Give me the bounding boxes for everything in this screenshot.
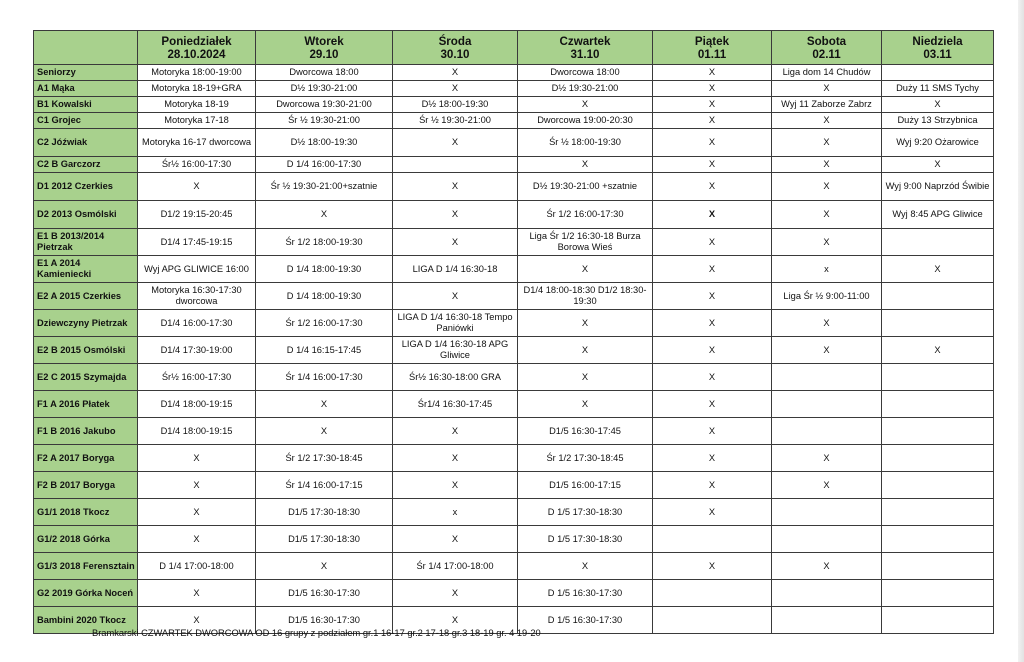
team-name-cell: Bambini 2020 Tkocz [34,607,138,634]
schedule-cell: X [138,580,256,607]
table-row [34,310,994,337]
schedule-cell: X [393,607,518,634]
schedule-cell: X [256,553,393,580]
page-edge [1018,0,1024,662]
schedule-cell: Dworcowa 19:00-20:30 [518,113,653,129]
schedule-cell: D1/4 17:45-19:15 [138,229,256,256]
schedule-cell: Wyj APG GLIWICE 16:00 [138,256,256,283]
team-name-cell: F2 A 2017 Boryga [34,445,138,472]
table-row [34,201,994,229]
schedule-cell: X [653,445,772,472]
schedule-cell [653,580,772,607]
schedule-cell: X [138,607,256,634]
schedule-cell [882,499,994,526]
schedule-cell: Śr ½ 18:00-19:30 [518,129,653,157]
schedule-cell: X [772,472,882,499]
team-name-cell: A1 Mąka [34,81,138,97]
schedule-cell: X [653,337,772,364]
table-row [34,391,994,418]
schedule-cell [772,499,882,526]
schedule-cell: X [882,97,994,113]
schedule-cell: X [772,129,882,157]
schedule-cell [882,607,994,634]
schedule-cell: X [653,418,772,445]
schedule-cell: D 1/5 17:30-18:30 [518,526,653,553]
schedule-cell: X [653,173,772,201]
schedule-cell [882,580,994,607]
schedule-cell: X [393,229,518,256]
schedule-cell [653,607,772,634]
schedule-cell: Śr 1/4 16:00-17:15 [256,472,393,499]
schedule-cell: X [653,283,772,310]
schedule-cell: D½ 19:30-21:00 [256,81,393,97]
schedule-cell: X [772,337,882,364]
schedule-cell: Śr 1/2 16:00-17:30 [256,310,393,337]
schedule-cell: D1/4 18:00-19:15 [138,418,256,445]
team-name-cell: C1 Grojec [34,113,138,129]
schedule-cell: Dworcowa 18:00 [518,65,653,81]
schedule-cell: X [653,129,772,157]
table-row [34,81,994,97]
schedule-cell: Śr1/4 16:30-17:45 [393,391,518,418]
schedule-cell: Śr½ 16:00-17:30 [138,157,256,173]
schedule-cell: D1/4 18:00-18:30 D1/2 18:30-19:30 [518,283,653,310]
schedule-cell: X [653,65,772,81]
schedule-cell: Duży 11 SMS Tychy [882,81,994,97]
schedule-cell: D½ 19:30-21:00 +szatnie [518,173,653,201]
schedule-cell [882,283,994,310]
footer-note: Bramkarski CZWARTEK DWORCOWA OD 16 grupy z podziałem gr.1 16-17 gr.2 17-18 gr.3 18-19 gr. 4 19-20 [92,628,541,638]
schedule-cell: X [518,157,653,173]
team-name-cell: Dziewczyny Pietrzak [34,310,138,337]
schedule-cell [393,157,518,173]
schedule-cell: D1/5 16:30-17:30 [256,580,393,607]
table-row [34,113,994,129]
header-day: Czwartek 31.10 [518,31,653,65]
schedule-cell: X [653,113,772,129]
schedule-cell: X [653,201,772,229]
schedule-cell: D½ 19:30-21:00 [518,81,653,97]
schedule-cell: X [772,229,882,256]
schedule-cell [772,580,882,607]
schedule-cell: X [772,157,882,173]
schedule-cell: X [772,445,882,472]
schedule-cell: Wyj 9:00 Naprzód Świbie [882,173,994,201]
schedule-cell: D 1/4 18:00-19:30 [256,283,393,310]
table-row [34,580,994,607]
schedule-cell: Duży 13 Strzybnica [882,113,994,129]
schedule-cell: D 1/4 18:00-19:30 [256,256,393,283]
schedule-cell [882,418,994,445]
schedule-body [34,65,994,634]
schedule-cell: Wyj 11 Zaborze Zabrz [772,97,882,113]
schedule-cell: D1/4 17:30-19:00 [138,337,256,364]
schedule-cell: Liga Śr ½ 9:00-11:00 [772,283,882,310]
header-day: Sobota 02.11 [772,31,882,65]
schedule-cell: D1/5 16:30-17:45 [518,418,653,445]
schedule-cell [882,472,994,499]
schedule-cell: D1/4 16:00-17:30 [138,310,256,337]
schedule-cell: x [772,256,882,283]
schedule-cell: Wyj 8:45 APG Gliwice [882,201,994,229]
schedule-cell: X [772,113,882,129]
schedule-cell [772,607,882,634]
schedule-cell: X [393,81,518,97]
table-row [34,229,994,256]
schedule-cell: X [393,445,518,472]
schedule-cell: X [653,256,772,283]
team-name-cell: B1 Kowalski [34,97,138,113]
schedule-cell [882,553,994,580]
schedule-cell: Śr ½ 19:30-21:00 [393,113,518,129]
schedule-table [33,30,994,634]
schedule-cell: Śr 1/2 18:00-19:30 [256,229,393,256]
team-name-cell: G1/3 2018 Ferensztain [34,553,138,580]
schedule-cell: X [518,364,653,391]
schedule-cell: Motoryka 18-19 [138,97,256,113]
schedule-cell: D½ 18:00-19:30 [393,97,518,113]
schedule-cell: D1/2 19:15-20:45 [138,201,256,229]
schedule-cell [772,526,882,553]
team-name-cell: Seniorzy [34,65,138,81]
schedule-cell: D1/5 16:00-17:15 [518,472,653,499]
schedule-cell [882,229,994,256]
table-row [34,553,994,580]
schedule-cell: D 1/5 16:30-17:30 [518,580,653,607]
schedule-cell: X [772,553,882,580]
team-name-cell: F1 B 2016 Jakubo [34,418,138,445]
table-row [34,256,994,283]
schedule-cell: X [518,256,653,283]
schedule-cell: D1/4 18:00-19:15 [138,391,256,418]
schedule-cell: X [256,418,393,445]
schedule-cell: Wyj 9:20 Ożarowice [882,129,994,157]
table-row [34,65,994,81]
team-name-cell: D1 2012 Czerkies [34,173,138,201]
schedule-cell: D1/5 17:30-18:30 [256,526,393,553]
schedule-cell: X [653,499,772,526]
schedule-cell: X [393,129,518,157]
table-row [34,526,994,553]
schedule-cell [882,391,994,418]
schedule-cell: X [138,173,256,201]
schedule-cell: X [772,310,882,337]
header-day: Środa 30.10 [393,31,518,65]
schedule-cell: X [518,553,653,580]
team-name-cell: E2 B 2015 Osmólski [34,337,138,364]
schedule-cell [882,364,994,391]
team-name-cell: E2 A 2015 Czerkies [34,283,138,310]
schedule-cell: X [653,97,772,113]
schedule-cell: X [256,201,393,229]
schedule-cell: X [393,65,518,81]
team-name-cell: F1 A 2016 Płatek [34,391,138,418]
schedule-cell [882,526,994,553]
schedule-cell: Liga Śr 1/2 16:30-18 Burza Borowa Wieś [518,229,653,256]
schedule-cell: X [518,97,653,113]
schedule-cell: D 1/5 17:30-18:30 [518,499,653,526]
schedule-cell: X [653,157,772,173]
team-name-cell: E1 A 2014 Kamieniecki [34,256,138,283]
table-row [34,173,994,201]
schedule-cell: Śr 1/2 17:30-18:45 [256,445,393,472]
table-row [34,97,994,113]
schedule-cell: X [393,173,518,201]
schedule-cell: X [138,526,256,553]
schedule-cell: X [256,391,393,418]
table-row [34,499,994,526]
schedule-cell: D1/5 17:30-18:30 [256,499,393,526]
schedule-cell: Motoryka 16:30-17:30 dworcowa [138,283,256,310]
schedule-cell: X [138,472,256,499]
schedule-cell: X [653,472,772,499]
team-name-cell: C2 B Garczorz [34,157,138,173]
table-row [34,157,994,173]
schedule-cell: D 1/4 16:15-17:45 [256,337,393,364]
header-row [34,31,994,65]
team-name-cell: C2 Jóźwiak [34,129,138,157]
schedule-cell: Dworcowa 18:00 [256,65,393,81]
schedule-cell: D 1/4 17:00-18:00 [138,553,256,580]
schedule-cell: X [653,81,772,97]
schedule-cell: X [393,580,518,607]
header-day: Piątek 01.11 [653,31,772,65]
schedule-cell: X [518,337,653,364]
table-row [34,445,994,472]
schedule-cell: Śr½ 16:30-18:00 GRA [393,364,518,391]
schedule-cell: X [393,526,518,553]
schedule-cell: Śr½ 16:00-17:30 [138,364,256,391]
schedule-cell [653,526,772,553]
header-day: Poniedziałek 28.10.2024 [138,31,256,65]
schedule-cell: X [772,81,882,97]
schedule-cell: Śr ½ 19:30-21:00 [256,113,393,129]
schedule-cell: X [653,310,772,337]
team-name-cell: D2 2013 Osmólski [34,201,138,229]
schedule-cell: X [138,499,256,526]
schedule-cell: LIGA D 1/4 16:30-18 APG Gliwice [393,337,518,364]
schedule-cell: X [772,201,882,229]
schedule-cell: D 1/5 16:30-17:30 [518,607,653,634]
schedule-cell [882,310,994,337]
schedule-cell: Śr 1/4 16:00-17:30 [256,364,393,391]
schedule-cell: Śr ½ 19:30-21:00+szatnie [256,173,393,201]
header-corner [34,31,138,65]
table-row [34,337,994,364]
team-name-cell: G1/2 2018 Górka [34,526,138,553]
schedule-cell: LIGA D 1/4 16:30-18 [393,256,518,283]
schedule-cell [772,364,882,391]
schedule-cell: X [393,418,518,445]
schedule-cell [882,445,994,472]
schedule-cell: X [518,391,653,418]
table-row [34,472,994,499]
schedule-cell: X [653,553,772,580]
schedule-cell: X [882,157,994,173]
schedule-cell: Motoryka 18:00-19:00 [138,65,256,81]
schedule-cell: X [393,283,518,310]
team-name-cell: G1/1 2018 Tkocz [34,499,138,526]
schedule-cell: x [393,499,518,526]
team-name-cell: F2 B 2017 Boryga [34,472,138,499]
schedule-cell: X [393,201,518,229]
table-row [34,283,994,310]
schedule-cell: D 1/4 16:00-17:30 [256,157,393,173]
schedule-cell: X [882,337,994,364]
schedule-cell: X [772,173,882,201]
schedule-cell: Liga dom 14 Chudów [772,65,882,81]
schedule-cell: D½ 18:00-19:30 [256,129,393,157]
schedule-cell: X [882,256,994,283]
schedule-cell: X [138,445,256,472]
schedule-cell: Motoryka 17-18 [138,113,256,129]
schedule-cell [882,65,994,81]
table-row [34,418,994,445]
table-row [34,364,994,391]
schedule-cell: X [653,364,772,391]
schedule-cell: LIGA D 1/4 16:30-18 Tempo Paniówki [393,310,518,337]
team-name-cell: E2 C 2015 Szymajda [34,364,138,391]
schedule-cell: Motoryka 16-17 dworcowa [138,129,256,157]
header-day: Wtorek 29.10 [256,31,393,65]
schedule-cell: X [393,472,518,499]
team-name-cell: G2 2019 Górka Noceń [34,580,138,607]
schedule-cell: Motoryka 18-19+GRA [138,81,256,97]
table-row [34,129,994,157]
header-day: Niedziela 03.11 [882,31,994,65]
schedule-cell: Dworcowa 19:30-21:00 [256,97,393,113]
schedule-cell: D1/5 16:30-17:30 [256,607,393,634]
schedule-cell: X [518,310,653,337]
schedule-cell [772,418,882,445]
schedule-cell: X [653,229,772,256]
schedule-cell: Śr 1/4 17:00-18:00 [393,553,518,580]
team-name-cell: E1 B 2013/2014 Pietrzak [34,229,138,256]
schedule-cell: X [653,391,772,418]
schedule-cell [772,391,882,418]
schedule-cell: Śr 1/2 17:30-18:45 [518,445,653,472]
schedule-cell: Śr 1/2 16:00-17:30 [518,201,653,229]
